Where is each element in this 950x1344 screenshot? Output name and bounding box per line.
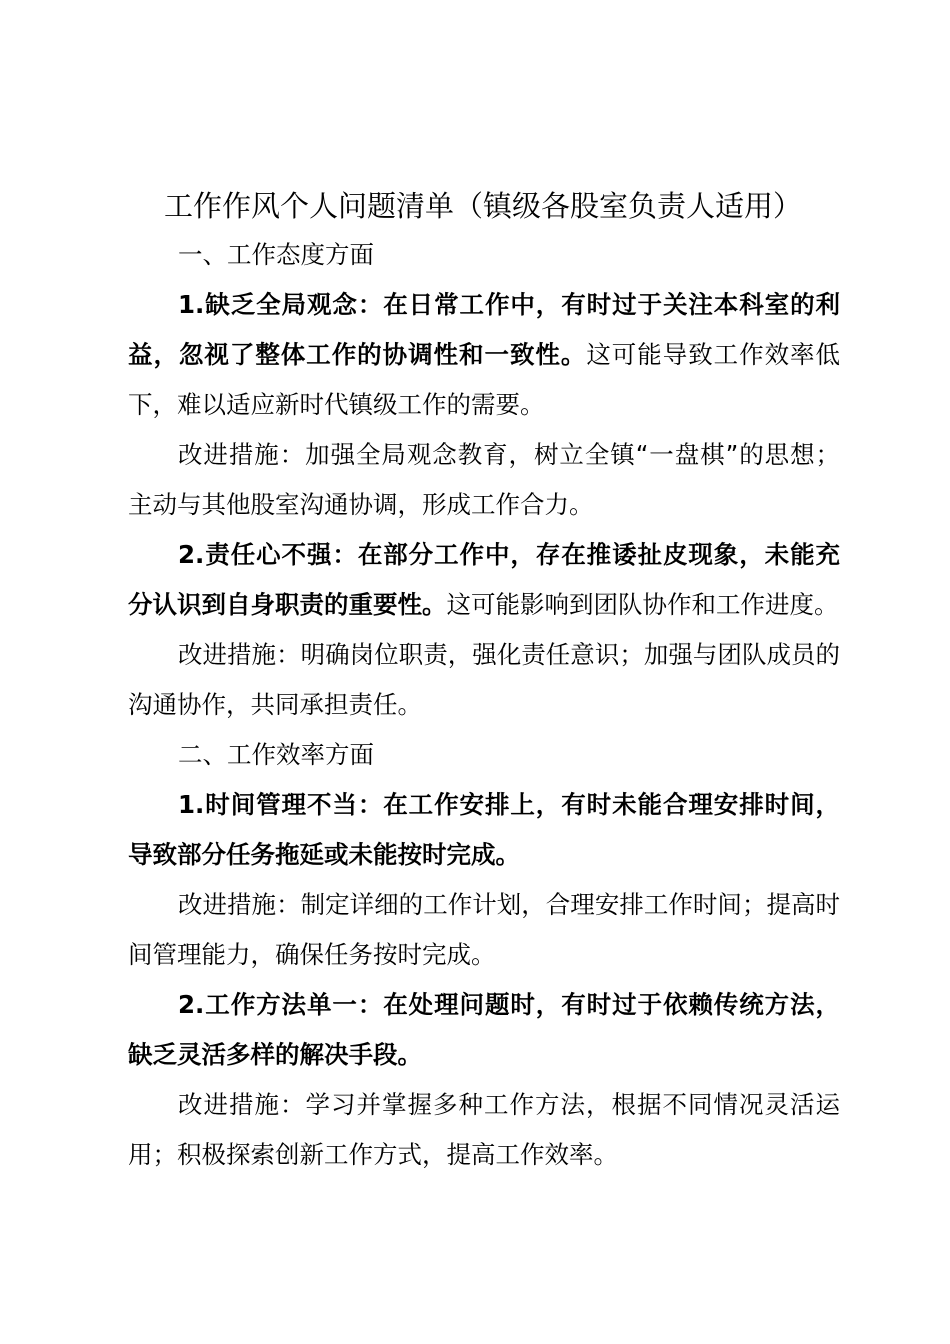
issue-detail: 这可能影响到团队协作和工作进度。 <box>446 590 839 619</box>
issue-detail: 这可能导致工作效率低下，难以适应新时代镇级工作的需要。 <box>128 340 841 419</box>
document-page <box>128 182 840 1180</box>
improvement-measures: 改进措施：加强全局观念教育，树立全镇“一盘棋”的思想；主动与其他股室沟通协调，形成工作合力。 <box>128 440 840 519</box>
section-heading: 一、工作态度方面 <box>178 240 374 269</box>
improvement-measures: 改进措施：学习并掌握多种工作方法，根据不同情况灵活运用；积极探索创新工作方式，提高工作效率。 <box>128 1090 840 1169</box>
issue-paragraph <box>128 280 840 430</box>
improvement-measures: 改进措施：制定详细的工作计划，合理安排工作时间；提高时间管理能力，确保任务按时完成。 <box>128 890 840 969</box>
document-title: 工作作风个人问题清单（镇级各股室负责人适用） <box>164 189 803 223</box>
issue-summary: 1.缺乏全局观念：在日常工作中，有时过于关注本科室的利益，忽视了整体工作的协调性和一致性。 <box>128 290 840 369</box>
issue-summary: 1.时间管理不当：在工作安排上，有时未能合理安排时间，导致部分任务拖延或未能按时完成。 <box>128 790 840 869</box>
improvement-measures: 改进措施：明确岗位职责，强化责任意识；加强与团队成员的沟通协作，共同承担责任。 <box>128 640 840 719</box>
section-heading: 二、工作效率方面 <box>178 740 374 769</box>
issue-paragraph <box>128 780 840 880</box>
issue-paragraph <box>128 530 840 630</box>
issue-summary: 2.工作方法单一：在处理问题时，有时过于依赖传统方法，缺乏灵活多样的解决手段。 <box>128 990 840 1069</box>
section-work-attitude <box>128 230 840 730</box>
issue-paragraph <box>128 980 840 1080</box>
section-work-efficiency <box>128 730 840 1180</box>
issue-summary: 2.责任心不强：在部分工作中，存在推诿扯皮现象，未能充分认识到自身职责的重要性。 <box>128 540 840 619</box>
